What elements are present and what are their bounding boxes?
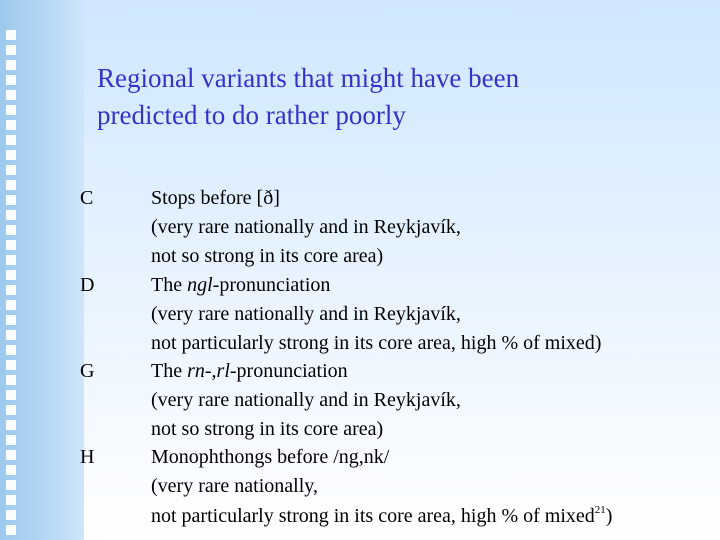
decorative-square bbox=[6, 360, 16, 370]
title-line-1: Regional variants that might have been bbox=[97, 63, 520, 93]
decorative-square bbox=[6, 495, 16, 505]
item-key: G bbox=[80, 360, 95, 382]
decorative-square bbox=[6, 75, 16, 85]
item-line: The ngl-pronunciation bbox=[151, 274, 331, 296]
decorative-square bbox=[6, 225, 16, 235]
decorative-square bbox=[6, 390, 16, 400]
slide-title bbox=[97, 60, 697, 134]
item-key: D bbox=[80, 274, 95, 296]
item-line: (very rare nationally, bbox=[151, 475, 318, 497]
decorative-square bbox=[6, 300, 16, 310]
item-line: not so strong in its core area) bbox=[151, 418, 384, 440]
decorative-square bbox=[6, 405, 16, 415]
decorative-square bbox=[6, 510, 16, 520]
item-line: not particularly strong in its core area, high % of mixed$^{21}$) bbox=[151, 504, 613, 527]
decorative-square bbox=[6, 465, 16, 475]
decorative-square bbox=[6, 525, 16, 535]
decorative-square bbox=[6, 255, 16, 265]
decorative-square bbox=[6, 375, 16, 385]
emphasis: ngl bbox=[187, 274, 213, 296]
item-line: (very rare nationally and in Reykjavík, bbox=[151, 216, 461, 238]
item-line: not so strong in its core area) bbox=[151, 245, 384, 267]
item-line: not particularly strong in its core area, high % of mixed) bbox=[151, 332, 602, 354]
item-line: (very rare nationally and in Reykjavík, bbox=[151, 303, 461, 325]
decorative-square bbox=[6, 210, 16, 220]
decorative-square bbox=[6, 285, 16, 295]
emphasis: rn-,rl bbox=[187, 360, 230, 382]
decorative-square bbox=[6, 270, 16, 280]
decorative-square bbox=[6, 240, 16, 250]
decorative-square bbox=[6, 120, 16, 130]
decorative-square bbox=[6, 90, 16, 100]
decorative-square bbox=[6, 165, 16, 175]
decorative-square bbox=[6, 330, 16, 340]
decorative-square bbox=[6, 480, 16, 490]
item-line: The rn-,rl-pronunciation bbox=[151, 360, 348, 382]
item-line: (very rare nationally and in Reykjavík, bbox=[151, 389, 461, 411]
decorative-square bbox=[6, 450, 16, 460]
decorative-square bbox=[6, 315, 16, 325]
decorative-square bbox=[6, 195, 16, 205]
decorative-square bbox=[6, 150, 16, 160]
decorative-square bbox=[6, 105, 16, 115]
item-line: Stops before [ð] bbox=[151, 187, 280, 209]
item-line: Monophthongs before /ng,nk/ bbox=[151, 446, 390, 468]
decorative-square bbox=[6, 420, 16, 430]
title-line-2: predicted to do rather poorly bbox=[97, 100, 406, 130]
item-key: H bbox=[80, 446, 95, 468]
decorative-square bbox=[6, 435, 16, 445]
decorative-square bbox=[6, 30, 16, 40]
decorative-square bbox=[6, 180, 16, 190]
decorative-square bbox=[6, 45, 16, 55]
item-key: C bbox=[80, 187, 94, 209]
decorative-square bbox=[6, 345, 16, 355]
page-number: 21 bbox=[594, 504, 606, 516]
decorative-square bbox=[6, 135, 16, 145]
decorative-square bbox=[6, 60, 16, 70]
